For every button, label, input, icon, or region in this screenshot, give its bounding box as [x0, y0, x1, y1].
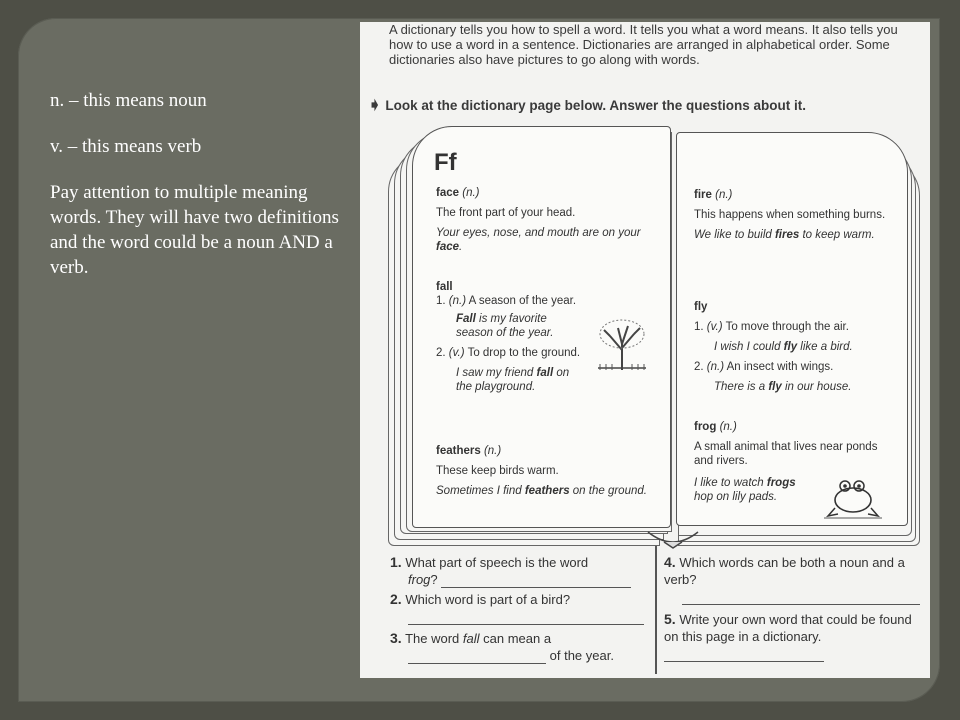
question-word: frog: [408, 572, 431, 587]
question-text: Write your own word that could be found on this page in a dictionary.: [664, 612, 912, 644]
example-text: on the ground.: [569, 485, 647, 497]
tree-illustration: [596, 314, 648, 372]
verb-abbreviation-note: v. – this means verb: [50, 136, 202, 157]
question-number: 3.: [390, 630, 402, 646]
entry-fire: [694, 188, 889, 242]
sense-number: 1.: [436, 295, 446, 307]
entry-fall: [436, 280, 586, 394]
answer-line[interactable]: [682, 592, 920, 605]
question-text: can mean a: [479, 631, 552, 646]
example-text: Sometimes I find: [436, 485, 525, 497]
worksheet-instruction: [368, 95, 806, 115]
sense-number: 2.: [694, 361, 704, 373]
headword: fire: [694, 189, 712, 201]
entry-feathers: [436, 444, 651, 498]
example-text: like a bird.: [797, 341, 853, 353]
multiple-meaning-note: Pay attention to multiple meaning words. They will have two definitions and the word could be a noun AND a verb.: [50, 182, 339, 278]
notes-panel: [50, 88, 340, 301]
question-text: ?: [430, 572, 438, 587]
question-word: fall: [462, 631, 480, 646]
example-word: feathers: [524, 485, 570, 497]
definition: To move through the air.: [725, 321, 849, 333]
example-word: fires: [774, 229, 800, 241]
question-3: [390, 630, 655, 664]
sense-number: 2.: [436, 347, 446, 359]
entry-face: [436, 186, 651, 254]
definition: These keep birds warm.: [436, 465, 559, 477]
part-of-speech: (n.): [715, 189, 733, 201]
example-text: is my favorite season of the year.: [456, 313, 554, 339]
question-number: 1.: [390, 554, 402, 570]
part-of-speech: (v.): [706, 321, 723, 333]
part-of-speech: (n.): [483, 445, 502, 457]
worksheet-intro: A dictionary tells you how to spell a word. It tells you what a word means. It also tells you how to use a word in a sentence. Dictionaries are arranged in alphabetical order. Some dictionaries also have pictures to go along with words.: [389, 22, 898, 67]
example-word: fly: [783, 341, 798, 353]
answer-line[interactable]: [664, 649, 824, 662]
example-text: hop on lily pads.: [694, 491, 778, 503]
question-number: 2.: [390, 591, 402, 607]
question-number: 5.: [664, 611, 676, 627]
dictionary-book: [382, 114, 922, 556]
example-word: frogs: [766, 477, 796, 489]
definition: A small animal that lives near ponds and rivers.: [694, 441, 878, 467]
question-text: The word: [405, 631, 463, 646]
example-text: Your eyes, nose, and mouth are on your: [436, 227, 641, 239]
headword: fly: [694, 301, 708, 313]
question-4: [664, 554, 926, 605]
headword: face: [436, 187, 460, 199]
answer-line[interactable]: [408, 612, 644, 625]
answer-line[interactable]: [441, 575, 631, 588]
example-text: .: [459, 241, 463, 253]
example-text: There is a: [714, 381, 769, 393]
question-text: Which words can be both a noun and a verb?: [664, 555, 905, 587]
part-of-speech: (n.): [719, 421, 737, 433]
example-text: I like to watch: [694, 477, 767, 489]
worksheet-image: [360, 22, 930, 678]
questions-divider: [655, 546, 657, 674]
example-text: I wish I could: [714, 341, 784, 353]
example-text: We like to build: [694, 229, 775, 241]
definition: An insect with wings.: [726, 361, 834, 373]
part-of-speech: (v.): [448, 347, 465, 359]
instruction-text: Look at the dictionary page below. Answer the questions about it.: [385, 98, 806, 113]
question-text: What part of speech is the word: [405, 555, 589, 570]
entry-fly: [694, 300, 894, 394]
example-word: fall: [536, 367, 554, 379]
arrow-icon: ➧: [368, 97, 382, 114]
frog-illustration: [824, 470, 882, 520]
headword: frog: [694, 421, 717, 433]
part-of-speech: (n.): [706, 361, 725, 373]
sense-number: 1.: [694, 321, 704, 333]
headword: feathers: [436, 445, 481, 457]
answer-line[interactable]: [408, 651, 546, 664]
example-word: fly: [768, 381, 782, 393]
example-text: to keep warm.: [799, 229, 875, 241]
example-word: face: [436, 241, 460, 253]
part-of-speech: (n.): [448, 295, 467, 307]
example-text: I saw my friend: [456, 367, 537, 379]
question-text: of the year.: [549, 648, 614, 663]
question-text: Which word is part of a bird?: [405, 592, 571, 607]
question-number: 4.: [664, 554, 676, 570]
question-5: [664, 611, 926, 662]
definition: A season of the year.: [468, 295, 577, 307]
headword: fall: [436, 281, 453, 293]
letter-heading: Ff: [434, 149, 457, 176]
part-of-speech: (n.): [462, 187, 480, 199]
definition: This happens when something burns.: [694, 209, 886, 221]
noun-abbreviation-note: n. – this means noun: [50, 90, 207, 111]
example-text: in our house.: [781, 381, 852, 393]
question-2: [390, 591, 655, 625]
example-text: on the playground.: [456, 367, 570, 393]
example-word: Fall: [456, 313, 476, 325]
definition: To drop to the ground.: [467, 347, 581, 359]
question-1: [390, 554, 650, 588]
definition: The front part of your head.: [436, 207, 576, 219]
